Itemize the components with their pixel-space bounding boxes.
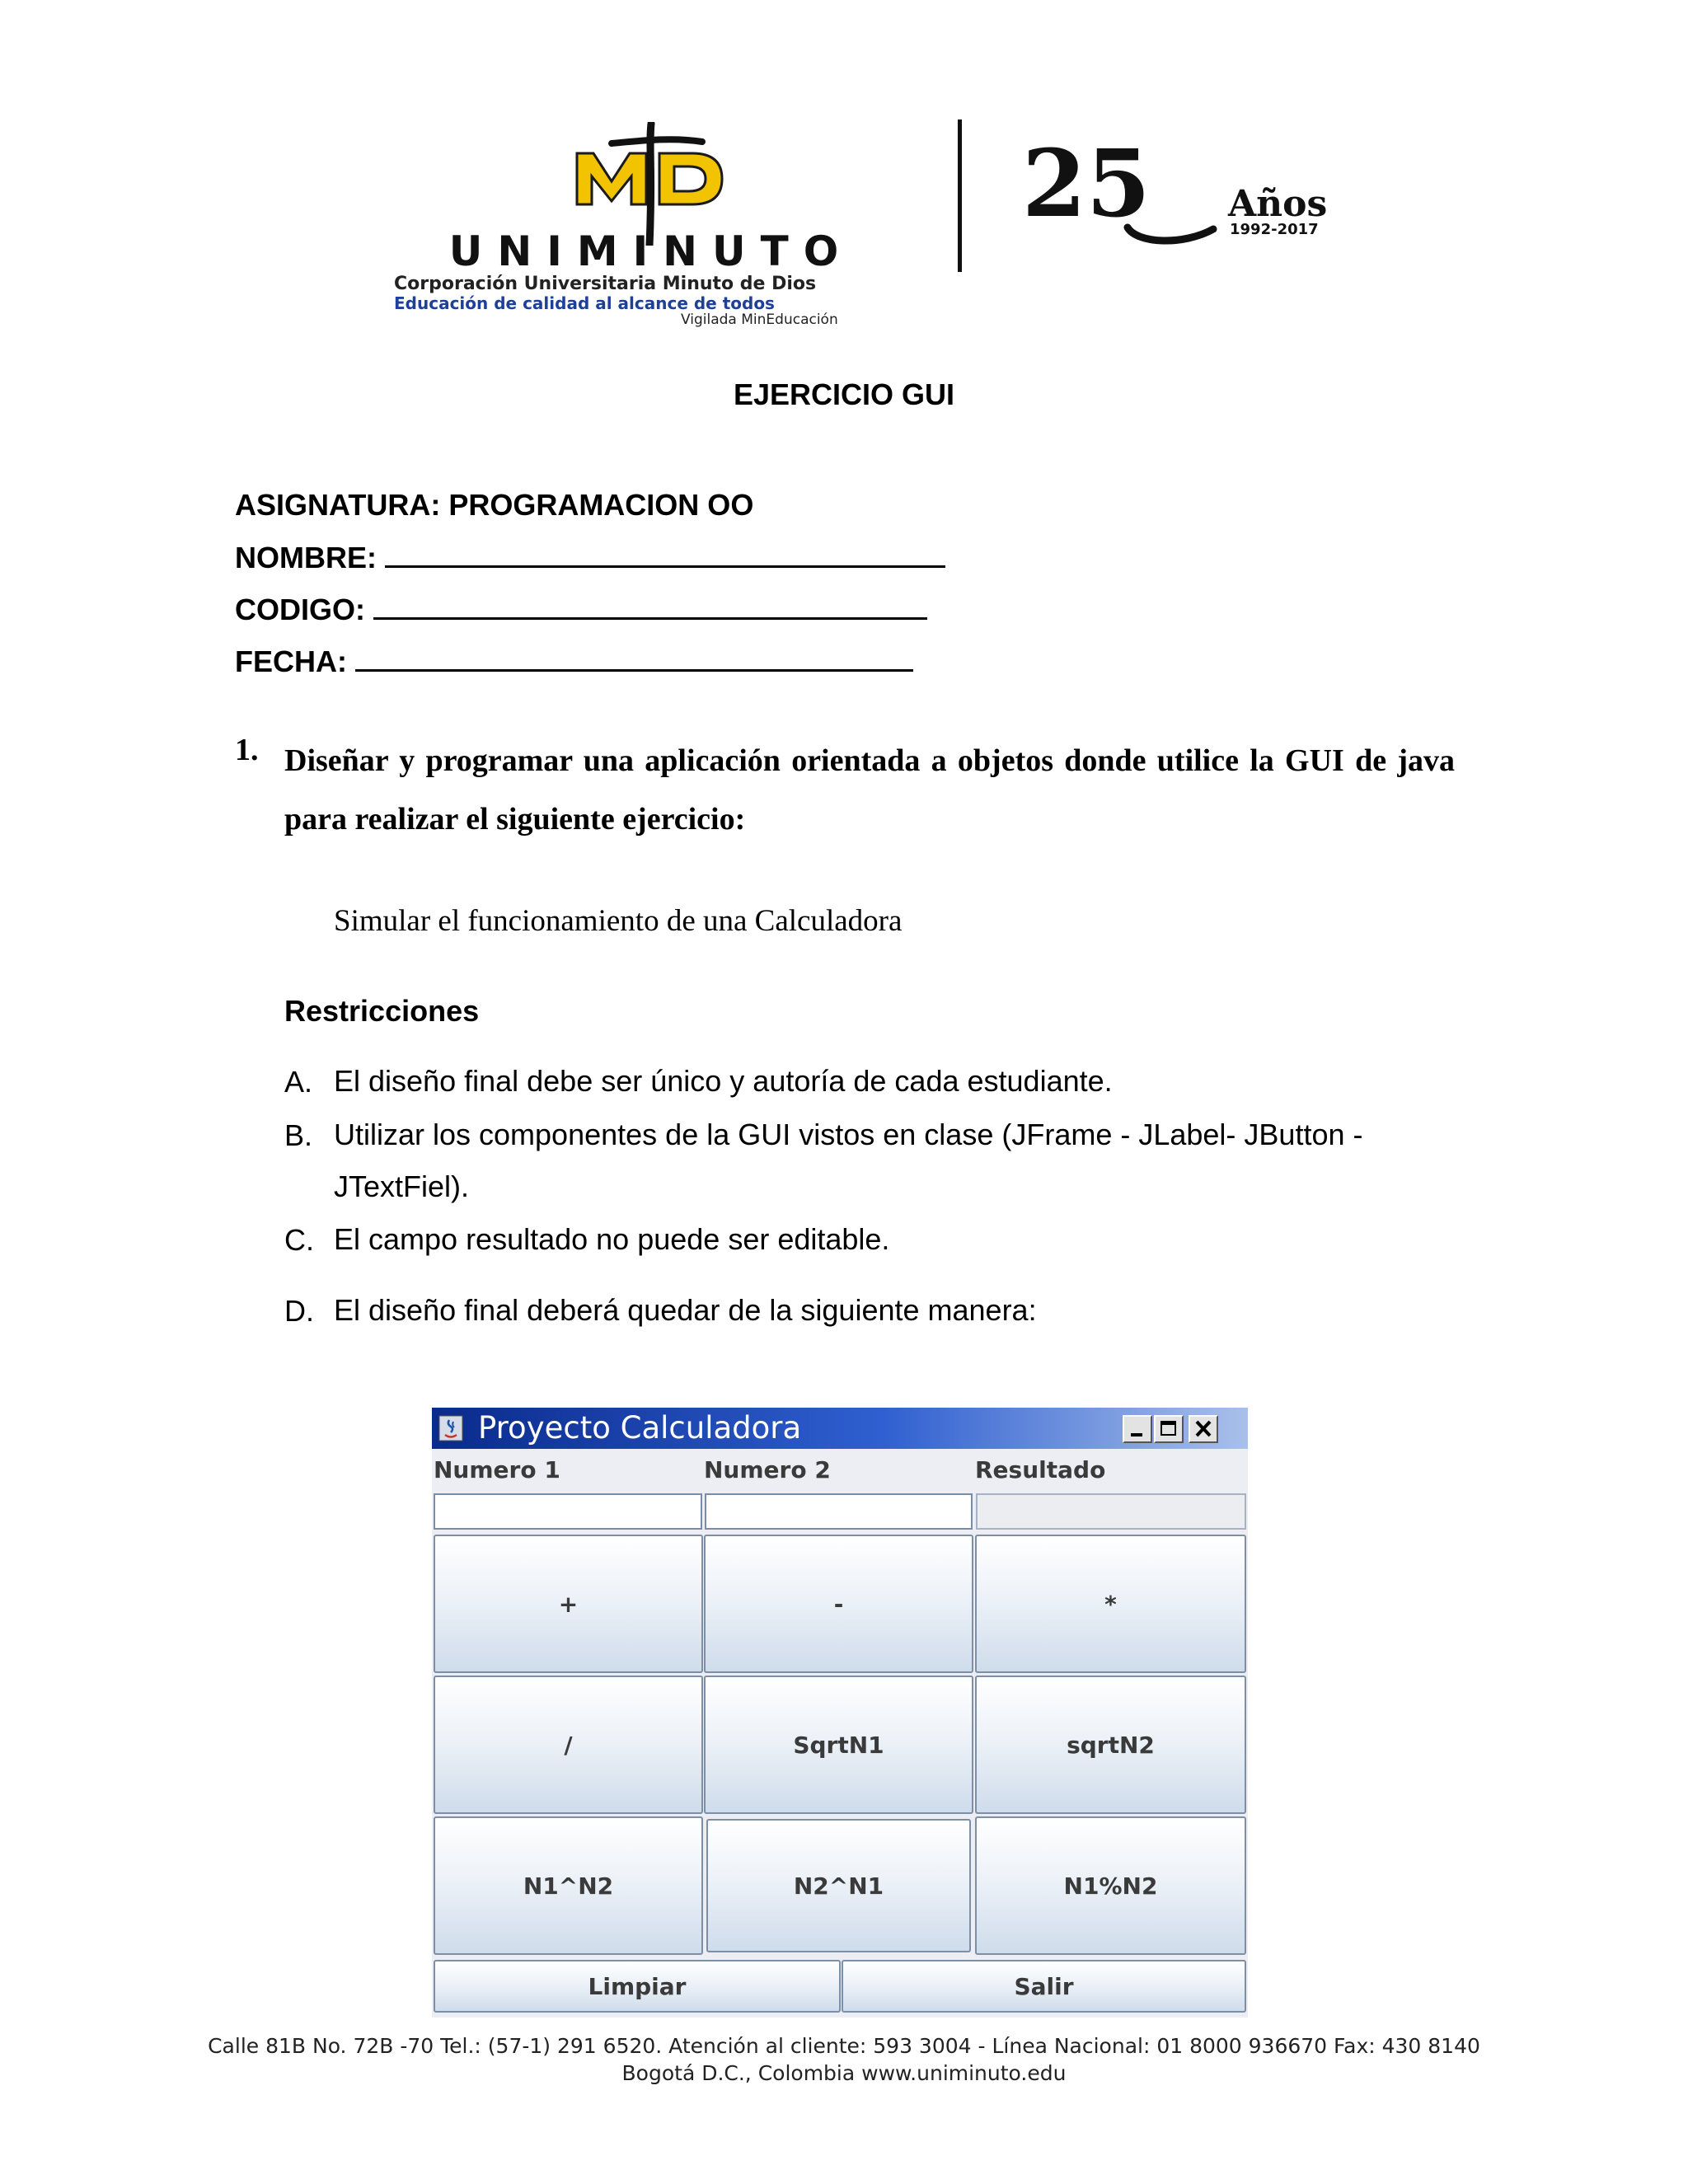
anniversary-years: 1992-2017 [1230, 221, 1319, 238]
restriction-a-letter: A. [284, 1065, 313, 1099]
window-title: Proyecto Calculadora [478, 1410, 802, 1446]
restriction-c-letter: C. [284, 1223, 314, 1257]
calculator-window [432, 1408, 1248, 2018]
subtract-button[interactable]: - [704, 1535, 973, 1673]
supervision-note: Vigilada MinEducación [681, 312, 838, 328]
number1-input[interactable] [434, 1493, 702, 1530]
sqrt-n2-button[interactable]: sqrtN2 [975, 1675, 1246, 1814]
restriction-c-text: El campo resultado no puede ser editable. [334, 1222, 890, 1256]
date-label: FECHA: [235, 644, 347, 678]
uniminuto-logo [387, 115, 915, 328]
clear-button[interactable]: Limpiar [434, 1960, 841, 2013]
question-number: 1. [235, 733, 259, 767]
page-title: EJERCICIO GUI [733, 377, 955, 411]
restriction-a-text: El diseño final debe ser único y autoría de cada estudiante. [334, 1064, 1113, 1098]
question-text: Diseñar y programar una aplicación orientada a objetos donde utilice la GUI de java para realizar el siguiente ejercicio: [284, 743, 1455, 837]
maximize-icon [1156, 1417, 1182, 1441]
code-field [235, 593, 927, 627]
date-field [235, 644, 913, 679]
number1-label: Numero 1 [434, 1456, 560, 1483]
footer-city-web: Bogotá D.C., Colombia www.uniminuto.edu [621, 2061, 1067, 2085]
corporation-name: Corporación Universitaria Minuto de Dios [394, 274, 817, 294]
anniversary-number: 25 [1022, 140, 1151, 238]
multiply-button[interactable]: * [975, 1535, 1246, 1673]
restriction-b-letter: B. [284, 1118, 313, 1152]
date-blank-line [355, 646, 913, 672]
power-n2-n1-button[interactable]: N2^N1 [706, 1819, 971, 1952]
name-blank-line [385, 542, 945, 568]
add-button[interactable]: + [434, 1535, 703, 1673]
minimize-button[interactable] [1123, 1415, 1152, 1443]
exit-button[interactable]: Salir [842, 1960, 1246, 2013]
result-field [976, 1493, 1246, 1530]
restriction-b-line1: Utilizar los componentes de la GUI vistos en clase (JFrame - JLabel- JButton - [334, 1118, 1363, 1151]
modulo-button[interactable]: N1%N2 [975, 1816, 1246, 1955]
name-label: NOMBRE: [235, 541, 377, 574]
code-label: CODIGO: [235, 593, 365, 626]
number2-input[interactable] [705, 1493, 973, 1530]
sqrt-n1-button[interactable]: SqrtN1 [704, 1675, 973, 1814]
restrictions-heading: Restricciones [284, 994, 480, 1028]
java-app-icon [438, 1415, 463, 1441]
name-field [235, 541, 945, 575]
divide-button[interactable]: / [434, 1675, 703, 1814]
footer-address: Calle 81B No. 72B -70 Tel.: (57-1) 291 6520. Atención al cliente: 593 3004 - Línea Nacional: 01 8000 936670 Fax: 430 8140 [208, 2034, 1480, 2058]
restriction-d-text: El diseño final deberá quedar de la siguiente manera: [334, 1293, 1037, 1327]
number2-label: Numero 2 [704, 1456, 831, 1483]
result-label: Resultado [975, 1456, 1106, 1483]
slogan: Educación de calidad al alcance de todos [394, 293, 775, 313]
maximize-button[interactable] [1154, 1415, 1184, 1443]
restriction-d-letter: D. [284, 1294, 314, 1328]
anniversary-logo [1022, 140, 1343, 247]
close-button[interactable] [1189, 1415, 1218, 1443]
anniversary-25-icon [1022, 140, 1228, 247]
university-name: UNIMINUTO [448, 227, 854, 275]
anniversary-word: Años [1228, 183, 1328, 225]
task-statement: Simular el funcionamiento de una Calculadora [334, 904, 903, 938]
restriction-b-line2: JTextFiel). [334, 1169, 470, 1203]
minimize-icon [1124, 1417, 1151, 1441]
code-blank-line [373, 594, 927, 620]
subject-field: ASIGNATURA: PROGRAMACION OO [235, 488, 754, 522]
logo-divider [958, 120, 962, 272]
window-titlebar[interactable] [432, 1408, 1248, 1449]
power-n1-n2-button[interactable]: N1^N2 [434, 1816, 703, 1955]
close-icon [1190, 1417, 1217, 1441]
